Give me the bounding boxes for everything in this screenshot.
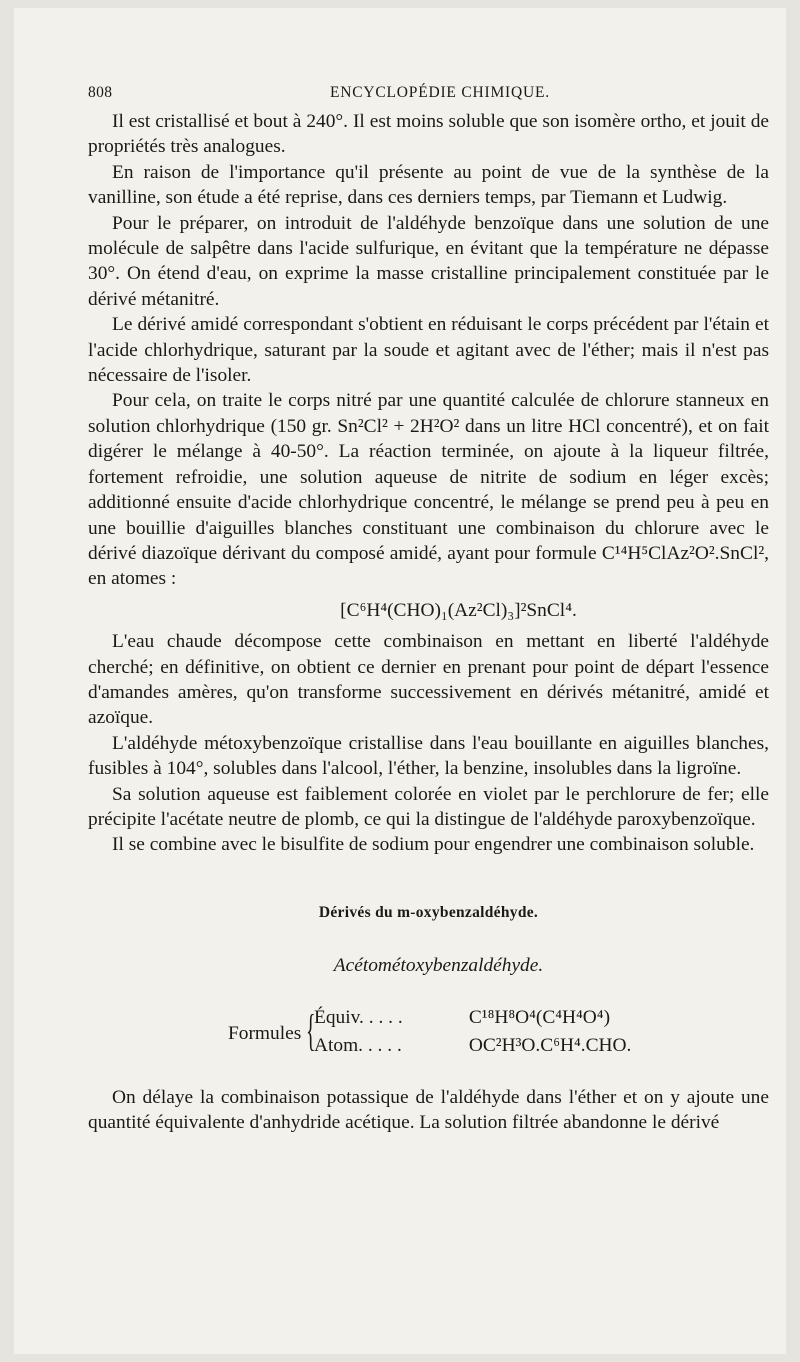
paragraph-7: L'aldéhyde métoxybenzoïque cristallise dans l'eau bouillante en aiguilles blanches, fusibles à 104°, solubles dans l'alcool, l'éther, la benzine, insolubles dans la ligroïne. (88, 732, 769, 780)
equiv-value: C¹⁸H⁸O⁴(C⁴H⁴O⁴) (468, 1006, 611, 1028)
atom-value: OC²H³O.C⁶H⁴.CHO. (468, 1034, 632, 1056)
page-body (88, 109, 769, 1135)
formules-label: Formules (228, 1022, 302, 1044)
paragraph-5: Pour cela, on traite le corps nitré par une quantité calculée de chlorure stanneux en solution chlorhydrique (150 gr. Sn²Cl² + 2H²O² dans un litre HCl concentré), et on fait digérer le mélange à 40-50°. La réaction terminée, on ajoute à la liqueur filtrée, fortement refroidie, une solution aqueuse de nitrite de sodium en léger excès; additionné ensuite d'acide chlorhydrique concentré, le mélange se prend peu à peu en une bouillie d'aiguilles blanches constituant une combinaison du chlorure avec le dérivé diazoïque dérivant du composé amidé, ayant pour formule C¹⁴H⁵ClAz²O².SnCl², en atomes : (88, 390, 769, 590)
closing-paragraph: On délaye la combinaison potassique de l'aldéhyde dans l'éther et on y ajoute une quantité équivalente d'anhydride acétique. La solution filtrée abandonne le dérivé (88, 1086, 769, 1133)
paragraph-6: L'eau chaude décompose cette combinaison en mettant en liberté l'aldéhyde cherché; en définitive, on obtient ce dernier en prenant pour point de départ l'essence d'amandes amères, qu'on transforme successivement en dérivés métanitré, amidé et azoïque. (88, 631, 769, 729)
atomic-formula: [C⁶H⁴(CHO)₁(Az²Cl)₃]²SnCl⁴. (340, 599, 577, 621)
page-number: 808 (88, 84, 113, 101)
section-title: Dérivés du m-oxybenzaldéhyde. (318, 903, 539, 921)
equiv-row (314, 1005, 610, 1030)
paragraph-2: En raison de l'importance qu'il présente au point de vue de la synthèse de la vanilline, son étude a été reprise, dans ces derniers temps, par Tiemann et Ludwig. (88, 161, 769, 209)
atom-label: Atom. . . . . (314, 1034, 402, 1056)
brace-symbol: { (306, 1005, 316, 1055)
atom-row (314, 1033, 631, 1058)
paragraph-3: Pour le préparer, on introduit de l'aldéhyde benzoïque dans une solution de une molécule de salpêtre dans l'acide sulfurique, en évitant que la température ne dépasse 30°. On étend d'eau, on exprime la masse cristalline principalement constituée par le dérivé métanitré. (88, 212, 769, 310)
formules-block (88, 1005, 769, 1063)
paragraph-1: Il est cristallisé et bout à 240°. Il est moins soluble que son isomère ortho, et jouit de propriétés très analogues. (88, 111, 769, 158)
paragraph-8: Sa solution aqueuse est faiblement colorée en violet par le perchlorure de fer; elle précipite l'acétate neutre de plomb, ce qui la distingue de l'aldéhyde paroxybenzoïque. (88, 783, 769, 830)
page-header (88, 84, 768, 106)
paragraph-9: Il se combine avec le bisulfite de sodium pour engendrer une combinaison soluble. (112, 834, 755, 856)
running-title: ENCYCLOPÉDIE CHIMIQUE. (330, 84, 550, 101)
paragraph-4: Le dérivé amidé correspondant s'obtient en réduisant le corps précédent par l'étain et l'acide chlorhydrique, saturant par la soude et agitant avec de l'éther; mais il n'est pas nécessaire de l'isoler. (88, 314, 769, 387)
equiv-label: Équiv. . . . . (314, 1006, 403, 1028)
compound-title: Acétométoxybenzaldéhyde. (333, 955, 544, 977)
